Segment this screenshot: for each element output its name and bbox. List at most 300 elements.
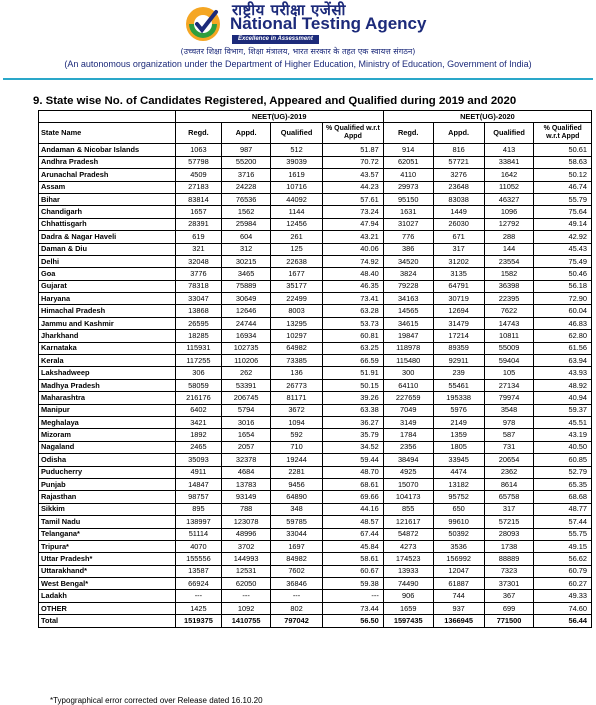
value-cell: 1562 xyxy=(222,206,271,218)
value-cell: 54872 xyxy=(383,528,433,540)
value-cell: 3672 xyxy=(271,404,323,416)
value-cell: 35177 xyxy=(271,280,323,292)
value-cell: 261 xyxy=(271,231,323,243)
value-cell: 317 xyxy=(484,503,534,515)
value-cell: 55461 xyxy=(433,379,484,391)
value-cell: 699 xyxy=(484,602,534,614)
value-cell: 1094 xyxy=(271,416,323,428)
state-name-cell: Delhi xyxy=(39,255,176,267)
state-name-cell: Puducherry xyxy=(39,466,176,478)
value-cell: 79974 xyxy=(484,392,534,404)
value-cell: 59785 xyxy=(271,516,323,528)
value-cell: 65.35 xyxy=(534,478,592,490)
value-cell: 710 xyxy=(271,441,323,453)
value-cell: 79228 xyxy=(383,280,433,292)
table-row xyxy=(39,268,592,280)
value-cell: 4509 xyxy=(175,169,222,181)
value-cell: 57.61 xyxy=(323,193,384,205)
value-cell: 1096 xyxy=(484,206,534,218)
state-name-cell: Arunachal Pradesh xyxy=(39,169,176,181)
page-header xyxy=(0,0,596,82)
value-cell: 27183 xyxy=(175,181,222,193)
table-row xyxy=(39,330,592,342)
table-row xyxy=(39,367,592,379)
value-cell: 348 xyxy=(271,503,323,515)
value-cell: 34.52 xyxy=(323,441,384,453)
value-cell: 512 xyxy=(271,144,323,156)
value-cell: 650 xyxy=(433,503,484,515)
table-row xyxy=(39,491,592,503)
value-cell: 1642 xyxy=(484,169,534,181)
value-cell: 3135 xyxy=(433,268,484,280)
value-cell: 24228 xyxy=(222,181,271,193)
value-cell: 1631 xyxy=(383,206,433,218)
column-header: Qualified xyxy=(271,123,323,144)
value-cell: 55.79 xyxy=(534,193,592,205)
value-cell: 56.18 xyxy=(534,280,592,292)
value-cell: 53391 xyxy=(222,379,271,391)
value-cell: 55009 xyxy=(484,342,534,354)
state-name-cell: Kerala xyxy=(39,355,176,367)
value-cell: 50.15 xyxy=(323,379,384,391)
value-cell: 13868 xyxy=(175,305,222,317)
value-cell: 1697 xyxy=(271,540,323,552)
value-cell: 29973 xyxy=(383,181,433,193)
value-cell: 63.94 xyxy=(534,355,592,367)
value-cell: 40.50 xyxy=(534,441,592,453)
value-cell: 74.60 xyxy=(534,602,592,614)
value-cell: 63.28 xyxy=(323,305,384,317)
value-cell: 69.66 xyxy=(323,491,384,503)
value-cell: 35093 xyxy=(175,454,222,466)
value-cell: 30215 xyxy=(222,255,271,267)
value-cell: 59.44 xyxy=(323,454,384,466)
value-cell: 50.12 xyxy=(534,169,592,181)
value-cell: 123078 xyxy=(222,516,271,528)
value-cell: 34163 xyxy=(383,293,433,305)
value-cell: 35.79 xyxy=(323,429,384,441)
value-cell: 3016 xyxy=(222,416,271,428)
value-cell: 18285 xyxy=(175,330,222,342)
value-cell: 20654 xyxy=(484,454,534,466)
value-cell: 7323 xyxy=(484,565,534,577)
column-header: Regd. xyxy=(175,123,222,144)
group-header-row xyxy=(39,111,592,123)
value-cell: 60.85 xyxy=(534,454,592,466)
value-cell: 39.26 xyxy=(323,392,384,404)
value-cell: 1092 xyxy=(222,602,271,614)
value-cell: 138997 xyxy=(175,516,222,528)
value-cell: 52.79 xyxy=(534,466,592,478)
value-cell: 42.92 xyxy=(534,231,592,243)
value-cell: 13783 xyxy=(222,478,271,490)
table-row xyxy=(39,255,592,267)
value-cell: 12531 xyxy=(222,565,271,577)
value-cell: 5794 xyxy=(222,404,271,416)
value-cell: 31202 xyxy=(433,255,484,267)
value-cell: 776 xyxy=(383,231,433,243)
value-cell: 731 xyxy=(484,441,534,453)
value-cell: 3465 xyxy=(222,268,271,280)
state-name-cell: Bihar xyxy=(39,193,176,205)
value-cell: 13182 xyxy=(433,478,484,490)
value-cell: 3702 xyxy=(222,540,271,552)
value-cell: 33047 xyxy=(175,293,222,305)
value-cell: 56.50 xyxy=(323,615,384,627)
state-name-cell: Punjab xyxy=(39,478,176,490)
value-cell: 23648 xyxy=(433,181,484,193)
value-cell: 118978 xyxy=(383,342,433,354)
value-cell: 66.59 xyxy=(323,355,384,367)
value-cell: 592 xyxy=(271,429,323,441)
value-cell: 48.77 xyxy=(534,503,592,515)
value-cell: 174523 xyxy=(383,553,433,565)
value-cell: 367 xyxy=(484,590,534,602)
value-cell: 10297 xyxy=(271,330,323,342)
state-name-cell: Uttar Pradesh* xyxy=(39,553,176,565)
state-name-cell: Gujarat xyxy=(39,280,176,292)
value-cell: 105 xyxy=(484,367,534,379)
value-cell: 68.68 xyxy=(534,491,592,503)
table-row xyxy=(39,441,592,453)
value-cell: 32378 xyxy=(222,454,271,466)
value-cell: 43.19 xyxy=(534,429,592,441)
state-name-cell: Tamil Nadu xyxy=(39,516,176,528)
value-cell: 36398 xyxy=(484,280,534,292)
value-cell: 1659 xyxy=(383,602,433,614)
value-cell: 89359 xyxy=(433,342,484,354)
value-cell: 48.57 xyxy=(323,516,384,528)
value-cell: 83038 xyxy=(433,193,484,205)
state-name-cell: OTHER xyxy=(39,602,176,614)
value-cell: 1657 xyxy=(175,206,222,218)
value-cell: 206745 xyxy=(222,392,271,404)
value-cell: 4474 xyxy=(433,466,484,478)
value-cell: 121617 xyxy=(383,516,433,528)
value-cell: 50.61 xyxy=(534,144,592,156)
value-cell: 75889 xyxy=(222,280,271,292)
value-cell: 93149 xyxy=(222,491,271,503)
table-row xyxy=(39,590,592,602)
state-name-cell: Uttarakhand* xyxy=(39,565,176,577)
value-cell: 95752 xyxy=(433,491,484,503)
value-cell: 125 xyxy=(271,243,323,255)
state-name-cell: Jharkhand xyxy=(39,330,176,342)
value-cell: 1738 xyxy=(484,540,534,552)
value-cell: 56.44 xyxy=(534,615,592,627)
value-cell: 3716 xyxy=(222,169,271,181)
header-divider xyxy=(3,78,593,80)
value-cell: 7602 xyxy=(271,565,323,577)
value-cell: 33044 xyxy=(271,528,323,540)
value-cell: 56.62 xyxy=(534,553,592,565)
state-name-cell: Madhya Pradesh xyxy=(39,379,176,391)
table-row xyxy=(39,516,592,528)
value-cell: 144 xyxy=(484,243,534,255)
value-cell: 75.49 xyxy=(534,255,592,267)
value-cell: 115480 xyxy=(383,355,433,367)
value-cell: 2149 xyxy=(433,416,484,428)
agency-name-hindi: राष्ट्रीय परीक्षा एजेंसी xyxy=(232,1,346,19)
value-cell: 13295 xyxy=(271,317,323,329)
value-cell: 60.79 xyxy=(534,565,592,577)
state-name-cell: Sikkim xyxy=(39,503,176,515)
state-name-cell: Nagaland xyxy=(39,441,176,453)
value-cell: 22395 xyxy=(484,293,534,305)
value-cell: 47.94 xyxy=(323,218,384,230)
value-cell: 55.75 xyxy=(534,528,592,540)
column-header-row xyxy=(39,123,592,144)
value-cell: 1654 xyxy=(222,429,271,441)
value-cell: 22499 xyxy=(271,293,323,305)
state-name-cell: Maharashtra xyxy=(39,392,176,404)
value-cell: 1805 xyxy=(433,441,484,453)
value-cell: 797042 xyxy=(271,615,323,627)
state-name-cell: Ladakh xyxy=(39,590,176,602)
value-cell: 102735 xyxy=(222,342,271,354)
value-cell: 68.61 xyxy=(323,478,384,490)
value-cell: 73.44 xyxy=(323,602,384,614)
table-row xyxy=(39,429,592,441)
value-cell: 62050 xyxy=(222,578,271,590)
table-row xyxy=(39,156,592,168)
value-cell: 1063 xyxy=(175,144,222,156)
value-cell: 31479 xyxy=(433,317,484,329)
value-cell: 64982 xyxy=(271,342,323,354)
state-name-cell: Total xyxy=(39,615,176,627)
value-cell: 2362 xyxy=(484,466,534,478)
value-cell: 1619 xyxy=(271,169,323,181)
column-header: Regd. xyxy=(383,123,433,144)
value-cell: 48.40 xyxy=(323,268,384,280)
value-cell: 60.04 xyxy=(534,305,592,317)
value-cell: 57721 xyxy=(433,156,484,168)
value-cell: 49.33 xyxy=(534,590,592,602)
value-cell: --- xyxy=(271,590,323,602)
table-row xyxy=(39,193,592,205)
value-cell: 44.16 xyxy=(323,503,384,515)
footnote: *Typographical error corrected over Release dated 16.10.20 xyxy=(50,696,263,705)
value-cell: 1359 xyxy=(433,429,484,441)
value-cell: 671 xyxy=(433,231,484,243)
value-cell: 25984 xyxy=(222,218,271,230)
table-row xyxy=(39,528,592,540)
value-cell: 57798 xyxy=(175,156,222,168)
table-body xyxy=(39,144,592,627)
table-row xyxy=(39,540,592,552)
value-cell: 46327 xyxy=(484,193,534,205)
value-cell: 88889 xyxy=(484,553,534,565)
value-cell: 59.38 xyxy=(323,578,384,590)
candidates-table xyxy=(38,110,592,628)
value-cell: 23554 xyxy=(484,255,534,267)
table-row xyxy=(39,379,592,391)
value-cell: 12047 xyxy=(433,565,484,577)
state-name-cell: Andhra Pradesh xyxy=(39,156,176,168)
value-cell: 4911 xyxy=(175,466,222,478)
value-cell: 57.44 xyxy=(534,516,592,528)
state-name-cell: Assam xyxy=(39,181,176,193)
state-name-cell: Jammu and Kashmir xyxy=(39,317,176,329)
value-cell: 4684 xyxy=(222,466,271,478)
value-cell: 95150 xyxy=(383,193,433,205)
value-cell: 32048 xyxy=(175,255,222,267)
state-name-cell: Telangana* xyxy=(39,528,176,540)
state-name-cell: Meghalaya xyxy=(39,416,176,428)
agency-tagline: Excellence in Assessment xyxy=(232,35,319,44)
value-cell: 63.38 xyxy=(323,404,384,416)
value-cell: 239 xyxy=(433,367,484,379)
value-cell: 300 xyxy=(383,367,433,379)
value-cell: 3536 xyxy=(433,540,484,552)
value-cell: --- xyxy=(175,590,222,602)
value-cell: 12646 xyxy=(222,305,271,317)
value-cell: 3776 xyxy=(175,268,222,280)
value-cell: 1597435 xyxy=(383,615,433,627)
value-cell: 58.63 xyxy=(534,156,592,168)
value-cell: 2281 xyxy=(271,466,323,478)
value-cell: 906 xyxy=(383,590,433,602)
value-cell: 66924 xyxy=(175,578,222,590)
value-cell: 2465 xyxy=(175,441,222,453)
value-cell: 62051 xyxy=(383,156,433,168)
value-cell: 5976 xyxy=(433,404,484,416)
value-cell: 413 xyxy=(484,144,534,156)
table-row xyxy=(39,454,592,466)
table-row xyxy=(39,280,592,292)
value-cell: 3276 xyxy=(433,169,484,181)
header-spacer xyxy=(39,111,176,123)
value-cell: 39039 xyxy=(271,156,323,168)
value-cell: 67.44 xyxy=(323,528,384,540)
section-title: 9. State wise No. of Candidates Registered, Appeared and Qualified during 2019 and 2020 xyxy=(33,95,517,107)
table-row xyxy=(39,553,592,565)
table-row xyxy=(39,503,592,515)
value-cell: 1410755 xyxy=(222,615,271,627)
table-row xyxy=(39,342,592,354)
value-cell: 14565 xyxy=(383,305,433,317)
value-cell: 58.61 xyxy=(323,553,384,565)
table-row xyxy=(39,218,592,230)
state-name-cell: Dadra & Nagar Haveli xyxy=(39,231,176,243)
table-row xyxy=(39,305,592,317)
value-cell: 63.25 xyxy=(323,342,384,354)
table-row xyxy=(39,317,592,329)
value-cell: 50392 xyxy=(433,528,484,540)
column-header: State Name xyxy=(39,123,176,144)
table-row xyxy=(39,578,592,590)
table-row xyxy=(39,466,592,478)
value-cell: 7049 xyxy=(383,404,433,416)
value-cell: 14847 xyxy=(175,478,222,490)
value-cell: 64110 xyxy=(383,379,433,391)
value-cell: 22638 xyxy=(271,255,323,267)
state-name-cell: Tripura* xyxy=(39,540,176,552)
column-header: Qualified xyxy=(484,123,534,144)
value-cell: 4070 xyxy=(175,540,222,552)
value-cell: 28093 xyxy=(484,528,534,540)
value-cell: 317 xyxy=(433,243,484,255)
value-cell: 26030 xyxy=(433,218,484,230)
value-cell: 3421 xyxy=(175,416,222,428)
value-cell: 1144 xyxy=(271,206,323,218)
value-cell: 26595 xyxy=(175,317,222,329)
state-name-cell: Himachal Pradesh xyxy=(39,305,176,317)
value-cell: 937 xyxy=(433,602,484,614)
value-cell: 978 xyxy=(484,416,534,428)
value-cell: 10716 xyxy=(271,181,323,193)
value-cell: 12792 xyxy=(484,218,534,230)
value-cell: 31027 xyxy=(383,218,433,230)
value-cell: 60.27 xyxy=(534,578,592,590)
value-cell: 1582 xyxy=(484,268,534,280)
state-name-cell: Mizoram xyxy=(39,429,176,441)
value-cell: 587 xyxy=(484,429,534,441)
value-cell: 8614 xyxy=(484,478,534,490)
value-cell: 744 xyxy=(433,590,484,602)
value-cell: 37301 xyxy=(484,578,534,590)
value-cell: 34520 xyxy=(383,255,433,267)
value-cell: 45.84 xyxy=(323,540,384,552)
value-cell: 62.80 xyxy=(534,330,592,342)
table-row xyxy=(39,144,592,156)
state-name-cell: Karnataka xyxy=(39,342,176,354)
group-header-2020: NEET(UG)-2020 xyxy=(383,111,591,123)
state-name-cell: Andaman & Nicobar Islands xyxy=(39,144,176,156)
value-cell: 26773 xyxy=(271,379,323,391)
value-cell: 36846 xyxy=(271,578,323,590)
value-cell: 43.93 xyxy=(534,367,592,379)
table-row xyxy=(39,169,592,181)
value-cell: 43.21 xyxy=(323,231,384,243)
value-cell: 144993 xyxy=(222,553,271,565)
value-cell: 44.23 xyxy=(323,181,384,193)
value-cell: 619 xyxy=(175,231,222,243)
value-cell: 7622 xyxy=(484,305,534,317)
value-cell: 45.51 xyxy=(534,416,592,428)
value-cell: --- xyxy=(323,590,384,602)
value-cell: 914 xyxy=(383,144,433,156)
value-cell: 28391 xyxy=(175,218,222,230)
state-name-cell: Lakshadweep xyxy=(39,367,176,379)
value-cell: 19244 xyxy=(271,454,323,466)
value-cell: 55200 xyxy=(222,156,271,168)
value-cell: 13933 xyxy=(383,565,433,577)
value-cell: 36.27 xyxy=(323,416,384,428)
value-cell: 15070 xyxy=(383,478,433,490)
value-cell: 51.87 xyxy=(323,144,384,156)
value-cell: 156992 xyxy=(433,553,484,565)
value-cell: 10811 xyxy=(484,330,534,342)
state-name-cell: Daman & Diu xyxy=(39,243,176,255)
value-cell: 14743 xyxy=(484,317,534,329)
value-cell: 1519375 xyxy=(175,615,222,627)
table-row xyxy=(39,231,592,243)
table-row xyxy=(39,404,592,416)
value-cell: 855 xyxy=(383,503,433,515)
value-cell: 74.92 xyxy=(323,255,384,267)
nta-logo-check-icon xyxy=(183,4,223,44)
table-row xyxy=(39,565,592,577)
value-cell: 115931 xyxy=(175,342,222,354)
value-cell: 3149 xyxy=(383,416,433,428)
value-cell: 64791 xyxy=(433,280,484,292)
value-cell: 51.91 xyxy=(323,367,384,379)
value-cell: 3824 xyxy=(383,268,433,280)
value-cell: 60.67 xyxy=(323,565,384,577)
value-cell: 51114 xyxy=(175,528,222,540)
value-cell: 34615 xyxy=(383,317,433,329)
